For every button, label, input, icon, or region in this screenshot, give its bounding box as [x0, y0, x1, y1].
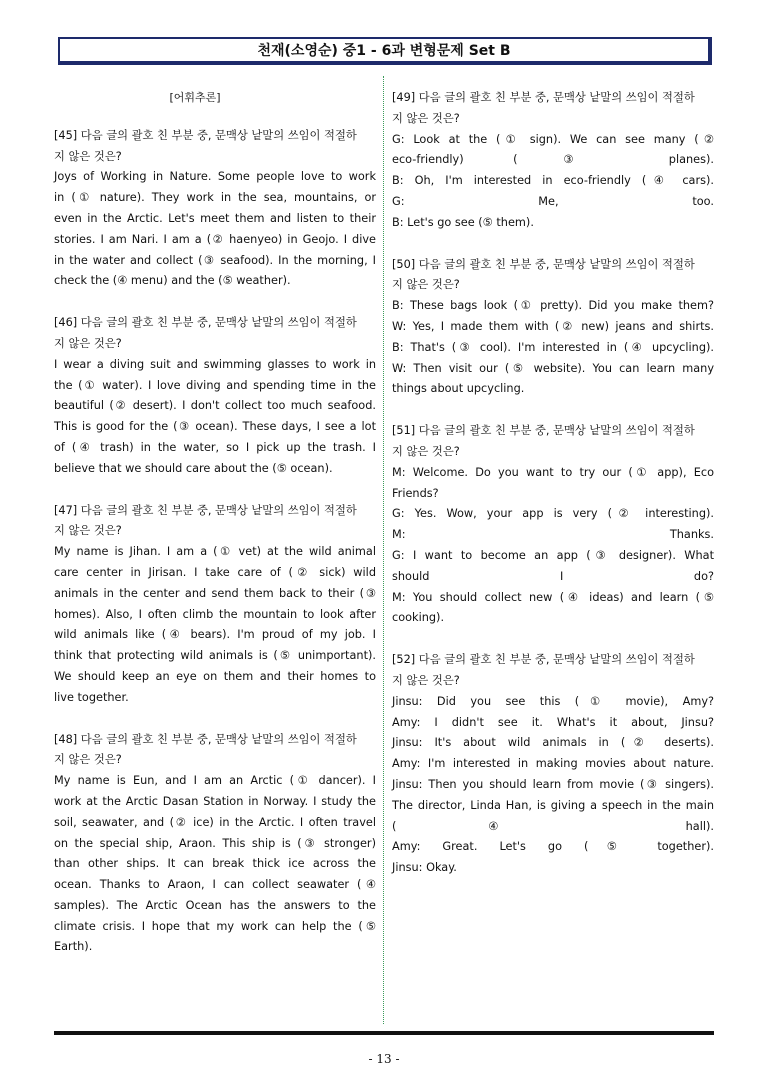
question-prompt: 지 않은 것은?: [54, 149, 122, 163]
passage-line: think that protecting wild animals is (⑤ unimportant).: [54, 649, 376, 663]
question-block: [54, 313, 376, 479]
passage-line: Amy: I'm interested in making movies about nature.: [392, 757, 714, 771]
passage-line: Jinsu: Then you should learn from movie (③ singers).: [392, 777, 714, 791]
passage-line: W: Yes, I made them with (② new) jeans and shirts.: [392, 319, 714, 333]
passage-line: Amy: Great. Let's go (⑤ together).: [392, 840, 714, 854]
passage-line: Jinsu: It's about wild animals in (② deserts).: [392, 736, 714, 750]
question-prompt: 지 않은 것은?: [392, 111, 460, 125]
question-block: [392, 650, 714, 879]
question-prompt: 지 않은 것은?: [54, 753, 122, 767]
passage-line: in (① nature). They work in the sea, mountains, or: [54, 191, 376, 205]
passage-line: should I do?: [392, 569, 714, 583]
passage-line: climate crisis. I hope that my work can help the (⑤: [54, 919, 376, 933]
passage-line: The director, Linda Han, is giving a speech in the main: [392, 798, 714, 812]
right-column: [392, 88, 714, 900]
passage-line: Friends?: [392, 486, 439, 500]
question-prompt: 지 않은 것은?: [392, 278, 460, 292]
passage-line: work at the Arctic Dasan Station in Norway. I study the: [54, 794, 376, 808]
passage-line: M: You should collect new (④ ideas) and learn (⑤: [392, 590, 714, 604]
passage-line: W: Then visit our (⑤ website). You can learn many: [392, 361, 714, 375]
page-header-title: 천재(소영순) 중1 - 6과 변형문제 Set B: [58, 37, 712, 65]
question-prompt: [49] 다음 글의 괄호 친 부분 중, 문맥상 낱말의 쓰임이 적절하: [392, 91, 695, 104]
question-prompt: 지 않은 것은?: [54, 336, 122, 350]
passage-line: G: I want to become an app (③ designer). What: [392, 548, 714, 562]
passage-line: Amy: I didn't see it. What's it about, Jinsu?: [392, 715, 714, 729]
passage-line: My name is Eun, and I am an Arctic (① dancer). I: [54, 774, 376, 788]
passage-line: G: Yes. Wow, your app is very (② interesting).: [392, 507, 714, 521]
question-prompt: [47] 다음 글의 괄호 친 부분 중, 문맥상 낱말의 쓰임이 적절하: [54, 503, 357, 517]
question-prompt: [52] 다음 글의 괄호 친 부분 중, 문맥상 낱말의 쓰임이 적절하: [392, 653, 695, 667]
passage-line: Jinsu: Okay.: [392, 861, 457, 875]
question-block: [392, 88, 714, 234]
passage-line: B: These bags look (① pretty). Did you make them?: [392, 299, 714, 313]
passage-line: animals in the center and send them back to their (③: [54, 586, 376, 600]
question-prompt: [51] 다음 글의 괄호 친 부분 중, 문맥상 낱말의 쓰임이 적절하: [392, 424, 695, 438]
section-label: [어휘추론]: [169, 91, 221, 104]
question-block: [54, 501, 376, 709]
passage-line: of (④ trash) in the water, so I pick up the trash. I: [54, 440, 376, 454]
passage-line: soil, seawater, and (② ice) in the Arctic. I often travel: [54, 815, 376, 829]
passage-line: B: Let's go see (⑤ them).: [392, 215, 534, 229]
passage-line: Joys of Working in Nature. Some people love to work: [54, 170, 376, 184]
question-block: [392, 255, 714, 401]
question-block: [54, 730, 376, 959]
question-prompt: 지 않은 것은?: [392, 444, 460, 458]
passage-line: M: Thanks.: [392, 528, 714, 542]
question-prompt: 지 않은 것은?: [392, 673, 460, 687]
passage-line: G: Look at the (① sign). We can see many (②: [392, 132, 714, 146]
passage-line: beautiful (② desert). I don't collect too much seafood.: [54, 399, 376, 413]
passage-line: believe that we should care about the (⑤ ocean).: [54, 461, 333, 475]
question-prompt: [50] 다음 글의 괄호 친 부분 중, 문맥상 낱말의 쓰임이 적절하: [392, 257, 695, 271]
passage-line: (④ hall).: [392, 819, 714, 833]
passage-line: than other ships. It can break thick ice across the: [54, 857, 376, 871]
passage-line: samples). The Arctic Ocean has the answers to the: [54, 898, 376, 912]
passage-line: in the water and collect (③ seafood). In the morning, I: [54, 253, 376, 267]
passage-line: on the special ship, Araon. This ship is (③ stronger): [54, 836, 376, 850]
question-prompt: 지 않은 것은?: [54, 524, 122, 538]
passage-line: Earth).: [54, 940, 93, 954]
left-column: [54, 88, 376, 979]
passage-line: Jinsu: Did you see this (① movie), Amy?: [392, 694, 714, 708]
passage-line: even in the Arctic. Let's meet them and listen to their: [54, 211, 376, 225]
passage-line: B: Oh, I'm interested in eco-friendly (④ cars).: [392, 174, 714, 188]
passage-line: This is good for the (③ ocean). These days, I see a lot: [54, 420, 376, 434]
passage-line: We should keep an eye on them and their homes to: [54, 669, 376, 683]
passage-line: live together.: [54, 690, 129, 704]
passage-line: care center in Jirisan. I take care of (② sick) wild: [54, 565, 376, 579]
passage-line: cooking).: [392, 611, 445, 625]
question-prompt: [48] 다음 글의 괄호 친 부분 중, 문맥상 낱말의 쓰임이 적절하: [54, 732, 357, 746]
passage-line: the (① water). I love diving and spending time in the: [54, 378, 376, 392]
right-question-list: [392, 88, 714, 879]
question-prompt: [46] 다음 글의 괄호 친 부분 중, 문맥상 낱말의 쓰임이 적절하: [54, 316, 357, 330]
footer-rule: [54, 1031, 714, 1035]
passage-line: things about upcycling.: [392, 382, 525, 396]
passage-line: I wear a diving suit and swimming glasses to work in: [54, 357, 376, 371]
passage-line: stories. I am Nari. I am a (② haenyeo) in Geojo. I dive: [54, 232, 376, 246]
passage-line: M: Welcome. Do you want to try our (① app), Eco: [392, 465, 714, 479]
passage-line: check the (④ menu) and the (⑤ weather).: [54, 274, 291, 288]
passage-line: G: Me, too.: [392, 194, 714, 208]
page-number: - 13 -: [368, 1052, 400, 1066]
passage-line: My name is Jihan. I am a (① vet) at the wild animal: [54, 545, 376, 559]
column-divider: [383, 76, 384, 1024]
question-prompt: [45] 다음 글의 괄호 친 부분 중, 문맥상 낱말의 쓰임이 적절하: [54, 128, 357, 142]
passage-line: ocean. Thanks to Araon, I can collect seawater (④: [54, 878, 376, 892]
passage-line: homes). Also, I often climb the mountain to look after: [54, 607, 376, 621]
passage-line: wild animals like (④ bears). I'm proud of my job. I: [54, 628, 376, 642]
question-block: [392, 421, 714, 629]
passage-line: eco-friendly) (③ planes).: [392, 153, 714, 167]
passage-line: B: That's (③ cool). I'm interested in (④ upcycling).: [392, 340, 714, 354]
left-question-list: [54, 126, 376, 958]
question-block: [54, 126, 376, 292]
